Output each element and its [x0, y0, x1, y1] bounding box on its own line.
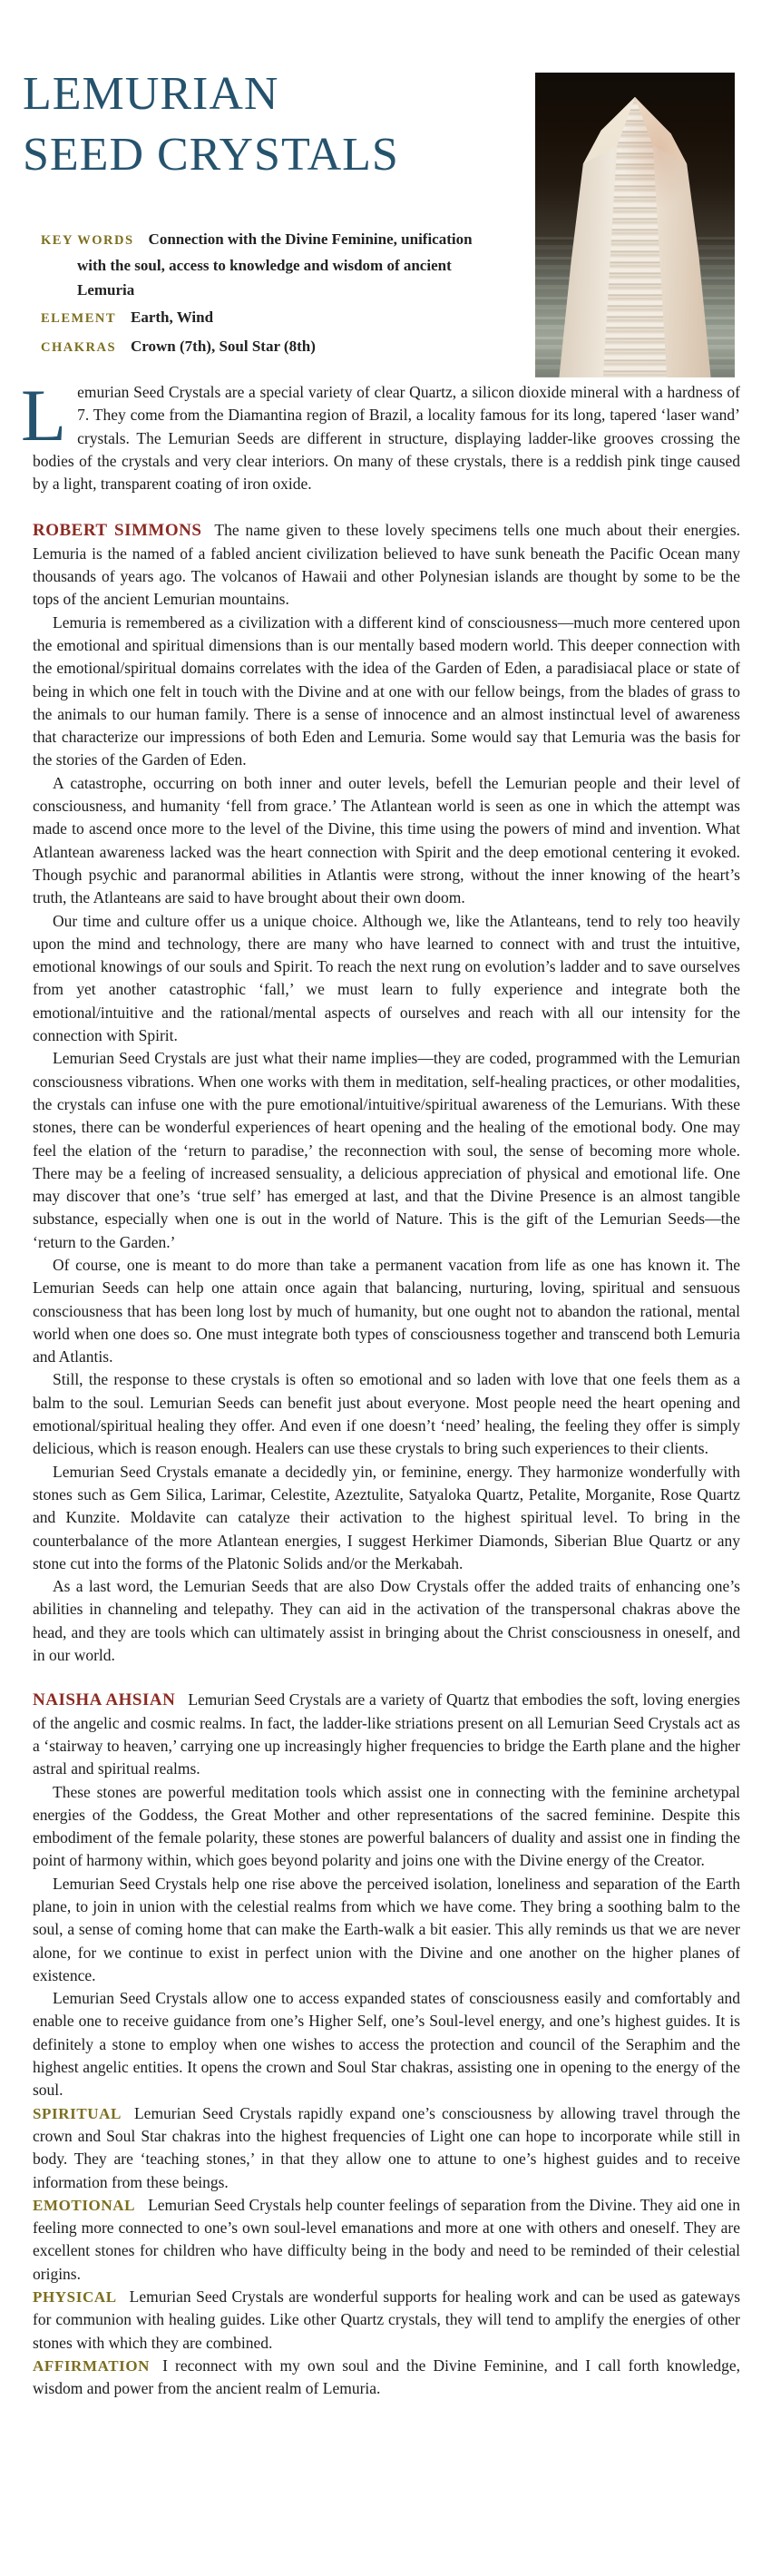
intro-text: emurian Seed Crystals are a special variety of clear Quartz, a silicon dioxide mineral with a hardness of 7. They come from the Diamantina region of Brazil, a locality famous for its long, tapered ‘laser wand’ crystals. The Lemurian Seeds are different in structure, displaying ladder-like grooves crossing the bodies of the crystals and very clear interiors. On many of these crystals, there is a reddish pink tinge caused by a light, transparent coating of iron oxide. — [33, 383, 740, 494]
spiritual-label: SPIRITUAL — [33, 2104, 122, 2122]
paragraph: A catastrophe, occurring on both inner and outer levels, befell the Lemurian people and their level of consciousness, and humanity ‘fell from grace.’ The Atlantean world is seen as one in which the attempt was made to ascend once more to the level of the Divine, this time using the powers of mind and invention. What Atlantean awareness lacked was the heart connection with Spirit and the deep emotional centering it evoked. Though psychic and paranormal abilities in Atlantis were strong, without the inner knowing of the heart’s truth, the Atlanteans are said to have brought about their own doom. — [33, 773, 740, 907]
spiritual-paragraph — [33, 2102, 740, 2194]
paragraph: Lemurian Seed Crystals are just what their name implies—they are coded, programmed with the Lemurian consciousness vibrations. When one works with them in meditation, self-healing practices, or other modalities, the crystals can infuse one with the pure emotional/intuitive/spiritual awareness of the Lemurians. With these stones, there can be wonderful experiences of heart opening and the healing of the emotional body. One may feel the elation of the ‘return to paradise,’ the reconnection with soul, the sense of becoming more whole. There may be a feeling of increased sensuality, a delicious appreciation of physical and emotional life. One may discover that one’s ‘true self’ has emerged at last, and that the Divine Presence is an almost tangible substance, especially when one is out in the world of Nature. This is the gift of the Lemurian Seeds—the ‘return to the Garden.’ — [33, 1049, 740, 1251]
emotional-text: Lemurian Seed Crystals help counter feelings of separation from the Divine. They aid one in feeling more connected to one’s own soul-level emanations and more at one with others and oneself. They are excellent stones for children who have difficulty being in the body and need to be reminded of their celestial origins. — [33, 2195, 740, 2283]
page-body — [0, 374, 781, 2401]
stone-properties — [41, 227, 476, 363]
drop-cap: L — [21, 374, 67, 456]
intro-paragraph — [21, 374, 740, 495]
paragraph-text: The name given to these lovely specimens tells one much about their energies. Lemuria is the named of a fabled ancient civilization believed to have sunk beneath the Pacific Ocean many thousands of years ago. The volcanos of Hawaii and other Polynesian islands are thought by some to be the tops of the ancient Lemurian mountains. — [33, 521, 741, 609]
chakras-value: Crown (7th), Soul Star (8th) — [131, 338, 316, 355]
page-title — [23, 64, 399, 185]
crystal-photo — [535, 73, 735, 377]
paragraph: These stones are powerful meditation tools which assist one in connecting with the feminine archetypal energies of the Goddess, the Great Mother and other representations of the sacred feminine. Despite this embodiment of the female polarity, these stones are powerful balancers of duality and assist one in finding the point of harmony within, which goes beyond polarity and joins one with the Divine energy of the Creator. — [33, 1782, 740, 1870]
paragraph-text: Lemurian Seed Crystals are a variety of Quartz that embodies the soft, loving energies of the angelic and cosmic realms. In fact, the ladder-like striations present on all Lemurian Seed Crystals act as a ‘stairway to heaven,’ carrying one up increasingly higher frequencies to bridge the Earth plane and the higher astral and spiritual realms. — [33, 1690, 740, 1778]
element-label: ELEMENT — [41, 311, 117, 326]
physical-paragraph — [33, 2286, 740, 2355]
page-title-line1: LEMURIAN — [23, 68, 279, 120]
crystal-image — [535, 73, 735, 377]
physical-label: PHYSICAL — [33, 2288, 117, 2307]
paragraph: Our time and culture offer us a unique choice. Although we, like the Atlanteans, tend to rely too heavily upon the mind and technology, there are many who have learned to connect with and trust the intuitive, emotional knowings of our souls and Spirit. To reach the next rung on evolution’s ladder and to save ourselves from yet another catastrophic ‘fall,’ we must learn to fully experience and integrate both the emotional/intuitive and the rational/mental aspects of ourselves and reach with all our intensity for the connection with Spirit. — [33, 911, 740, 1045]
element-row — [41, 305, 476, 331]
chakras-label: CHAKRAS — [41, 340, 117, 355]
crystal-pink-tinge — [535, 73, 735, 377]
spiritual-text: Lemurian Seed Crystals rapidly expand one’s consciousness by allowing travel through the crown and Soul Star chakras into the highest frequencies of Light one can hope to incorporate while still in body. They are ‘teaching stones,’ in that they allow one to attune to one’s highest guides and to receive information from these beings. — [33, 2103, 740, 2191]
aspect-sections — [33, 2102, 740, 2401]
paragraph: Lemuria is remembered as a civilization with a different kind of consciousness—much more centered upon the emotional and spiritual dimensions than is our mentally based modern world. This deeper connection with the emotional/spiritual domains correlates with the idea of the Garden of Eden, a paradisiacal place or state of being in which one felt in touch with the Divine and at one with our fellow beings, from the blades of grass to the animals to our human family. There is a sense of innocence and an almost instinctual level of awareness that characterize our impressions of both Eden and Lemuria. Some would say that Lemuria was the basis for the stories of the Garden of Eden. — [33, 612, 740, 769]
page-header — [0, 0, 781, 381]
affirmation-paragraph — [33, 2355, 740, 2401]
affirmation-label: AFFIRMATION — [33, 2356, 151, 2375]
chakras-row — [41, 334, 476, 360]
physical-text: Lemurian Seed Crystals are wonderful supports for healing work and can be used as gateways for communion with healing guides. Like other Quartz crystals, they will tend to amplify the energies of other stones with which they are combined. — [33, 2287, 740, 2352]
robert-simmons-section — [33, 519, 740, 1667]
author-label-robert-simmons: ROBERT SIMMONS — [33, 521, 202, 541]
paragraph: Still, the response to these crystals is often so emotional and so laden with love that one feels them as a balm to the soul. Lemurian Seeds can benefit just about everyone. Most people need the heart opening and emotional/spiritual healing they offer. And even if one doesn’t ‘need’ healing, the feeling they offer is simply delicious, which is reason enough. Healers can use these crystals to bring such experiences to their clients. — [33, 1370, 740, 1458]
element-value: Earth, Wind — [131, 309, 214, 326]
naisha-ahsian-section — [33, 1689, 740, 2101]
paragraph: Lemurian Seed Crystals help one rise above the perceived isolation, loneliness and separation of the Earth plane, to join in union with the celestial realms from which we have come. They bring a soothing balm to the soul, a sense of coming home that can make the Earth-walk a bit easier. This ally reminds us that we are never alone, for we continue to exist in perfect union with the Divine and one another on the higher planes of existence. — [33, 1874, 740, 1984]
text-column — [21, 374, 741, 2401]
key-words-value: Connection with the Divine Feminine, unification with the soul, access to knowledge and wisdom of ancient Lemuria — [77, 230, 473, 299]
paragraph — [33, 519, 740, 611]
paragraph — [33, 1689, 740, 1780]
emotional-label: EMOTIONAL — [33, 2196, 136, 2214]
author-label-naisha-ahsian: NAISHA AHSIAN — [33, 1690, 176, 1710]
emotional-paragraph — [33, 2194, 740, 2286]
paragraph: Of course, one is meant to do more than take a permanent vacation from life as one has known it. The Lemurian Seeds can help one attain once again that balancing, nurturing, loving, spiritual and sensuous consciousness that has been long lost by much of humanity, but one ought not to abandon the rational, mental world when one does so. One must integrate both types of consciousness together and transcend both Lemuria and Atlantis. — [33, 1255, 740, 1366]
affirmation-text: I reconnect with my own soul and the Divine Feminine, and I call forth knowledge, wisdom and power from the ancient realm of Lemuria. — [33, 2356, 740, 2398]
paragraph: As a last word, the Lemurian Seeds that are also Dow Crystals offer the added traits of enhancing one’s abilities in channeling and telepathy. They can aid in the activation of the transpersonal chakras above the head, and they are tools which can ultimately assist in bringing about the Christ consciousness in oneself, and in our world. — [33, 1577, 740, 1665]
paragraph: Lemurian Seed Crystals emanate a decidedly yin, or feminine, energy. They harmonize wonderfully with stones such as Gem Silica, Larimar, Celestite, Azeztulite, Satyaloka Quartz, Petalite, Morganite, Rose Quartz and Kunzite. Moldavite can catalyze their activation to the highest spiritual level. To bring in the counterbalance of the more Atlantean energies, I suggest Herkimer Diamonds, Siberian Blue Quartz or any stone cut into the forms of the Platonic Solids and/or the Merkabah. — [33, 1462, 740, 1572]
key-words-label: KEY WORDS — [41, 233, 134, 248]
key-words-row — [41, 227, 476, 302]
page-title-line2: SEED CRYSTALS — [23, 129, 399, 181]
paragraph: Lemurian Seed Crystals allow one to access expanded states of consciousness easily and comfortably and enable one to receive guidance from one’s Higher Self, one’s Soul-level energy, and one’s highest guides. It is definitely a stone to employ when one wishes to access the protection and council of the Seraphim and the highest angelic entities. It opens the crown and Soul Star chakras, assisting one in opening to the energy of the soul. — [33, 1989, 740, 2100]
